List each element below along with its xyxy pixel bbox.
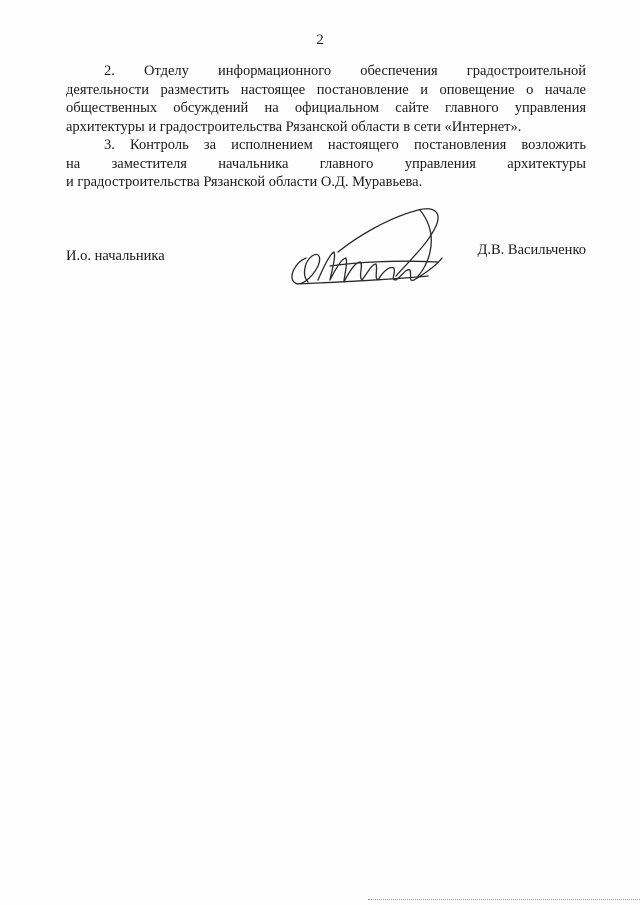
scan-artifact-line — [368, 899, 640, 901]
paragraph-line: деятельности разместить настоящее постановление и оповещение о начале — [66, 81, 586, 98]
paragraph-line: на заместителя начальника главного управления архитектуры — [66, 155, 586, 172]
paragraph-2 — [66, 62, 586, 136]
signatory-position: И.о. начальника — [66, 248, 165, 264]
signatory-name: Д.В. Васильченко — [477, 242, 586, 258]
paragraph-line: 2. Отделу информационного обеспечения градостроительной — [104, 63, 586, 79]
signature-block — [66, 242, 586, 306]
document-body — [66, 62, 586, 192]
paragraph-line: общественных обсуждений на официальном сайте главного управления — [66, 100, 586, 116]
handwritten-signature — [278, 196, 448, 296]
paragraph-line: 3. Контроль за исполнением настоящего постановления возложить — [104, 137, 586, 153]
paragraph-line: архитектуры и градостроительства Рязанской области в сети «Интернет». — [66, 118, 522, 135]
page-number: 2 — [316, 32, 324, 48]
paragraph-line: и градостроительства Рязанской области О.Д. Муравьева. — [66, 174, 423, 190]
paragraph-3 — [66, 136, 586, 192]
